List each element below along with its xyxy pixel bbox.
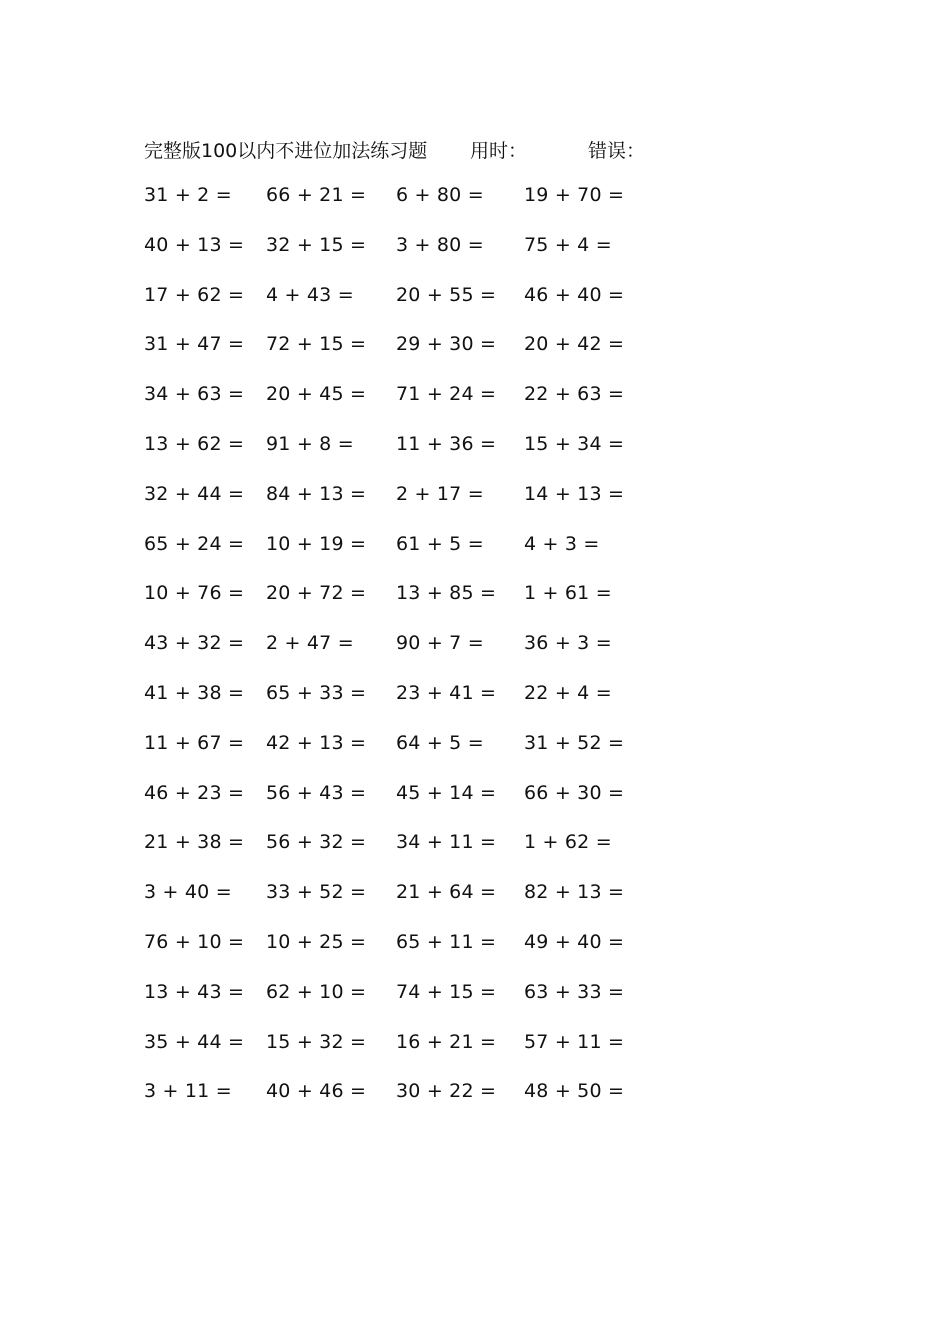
- problem-item: 65 + 33 =: [266, 681, 367, 704]
- problem-item: 43 + 32 =: [144, 632, 245, 655]
- problem-item: 65 + 11 =: [396, 930, 497, 953]
- problem-item: 16 + 21 =: [396, 1030, 497, 1053]
- problem-item: 11 + 36 =: [396, 432, 497, 455]
- problem-item: 46 + 40 =: [524, 283, 625, 306]
- problem-row: [0, 782, 950, 832]
- problem-item: 17 + 62 =: [144, 283, 245, 306]
- problem-item: 30 + 22 =: [396, 1080, 497, 1103]
- problem-item: 61 + 5 =: [396, 532, 484, 555]
- problem-item: 19 + 70 =: [524, 184, 625, 206]
- problem-row: [0, 881, 950, 931]
- problem-row: [0, 732, 950, 782]
- problem-item: 22 + 63 =: [524, 383, 625, 406]
- worksheet-header: [0, 136, 950, 166]
- problem-item: 40 + 46 =: [266, 1080, 367, 1103]
- problem-item: 66 + 21 =: [266, 184, 367, 206]
- problem-grid: [0, 184, 950, 1130]
- problem-item: 20 + 45 =: [266, 383, 367, 406]
- problem-item: 6 + 80 =: [396, 184, 484, 206]
- problem-item: 22 + 4 =: [524, 681, 612, 704]
- problem-item: 35 + 44 =: [144, 1030, 245, 1053]
- problem-row: [0, 682, 950, 732]
- problem-item: 34 + 63 =: [144, 383, 245, 406]
- problem-item: 91 + 8 =: [266, 432, 354, 455]
- problem-item: 65 + 24 =: [144, 532, 245, 555]
- problem-item: 31 + 47 =: [144, 333, 245, 356]
- problem-item: 64 + 5 =: [396, 731, 484, 754]
- problem-item: 13 + 43 =: [144, 980, 245, 1003]
- problem-item: 20 + 72 =: [266, 582, 367, 605]
- problem-item: 84 + 13 =: [266, 482, 367, 505]
- problem-item: 31 + 52 =: [524, 731, 625, 754]
- problem-row: [0, 383, 950, 433]
- problem-row: [0, 533, 950, 583]
- errors-label: 错误：: [588, 140, 646, 162]
- problem-item: 1 + 61 =: [524, 582, 612, 605]
- problem-row: [0, 1031, 950, 1081]
- problem-item: 20 + 55 =: [396, 283, 497, 306]
- problem-row: [0, 582, 950, 632]
- problem-item: 10 + 25 =: [266, 930, 367, 953]
- problem-item: 90 + 7 =: [396, 632, 484, 655]
- problem-item: 29 + 30 =: [396, 333, 497, 356]
- problem-row: [0, 433, 950, 483]
- time-label: 用时：: [470, 140, 528, 162]
- problem-item: 21 + 38 =: [144, 831, 245, 854]
- problem-row: [0, 234, 950, 284]
- problem-item: 15 + 32 =: [266, 1030, 367, 1053]
- problem-item: 3 + 11 =: [144, 1080, 232, 1103]
- problem-item: 66 + 30 =: [524, 781, 625, 804]
- problem-item: 3 + 40 =: [144, 881, 232, 904]
- problem-item: 82 + 13 =: [524, 881, 625, 904]
- problem-row: [0, 831, 950, 881]
- problem-item: 20 + 42 =: [524, 333, 625, 356]
- problem-row: [0, 1080, 950, 1130]
- problem-item: 74 + 15 =: [396, 980, 497, 1003]
- problem-item: 1 + 62 =: [524, 831, 612, 854]
- problem-item: 21 + 64 =: [396, 881, 497, 904]
- problem-row: [0, 931, 950, 981]
- problem-row: [0, 632, 950, 682]
- problem-item: 23 + 41 =: [396, 681, 497, 704]
- problem-item: 57 + 11 =: [524, 1030, 625, 1053]
- problem-item: 63 + 33 =: [524, 980, 625, 1003]
- problem-row: [0, 981, 950, 1031]
- problem-item: 40 + 13 =: [144, 233, 245, 256]
- problem-row: [0, 483, 950, 533]
- problem-item: 31 + 2 =: [144, 184, 232, 206]
- problem-item: 4 + 3 =: [524, 532, 600, 555]
- problem-item: 2 + 17 =: [396, 482, 484, 505]
- problem-item: 36 + 3 =: [524, 632, 612, 655]
- problem-item: 32 + 44 =: [144, 482, 245, 505]
- problem-item: 72 + 15 =: [266, 333, 367, 356]
- problem-item: 56 + 43 =: [266, 781, 367, 804]
- problem-item: 34 + 11 =: [396, 831, 497, 854]
- problem-item: 15 + 34 =: [524, 432, 625, 455]
- problem-item: 76 + 10 =: [144, 930, 245, 953]
- problem-row: [0, 284, 950, 334]
- problem-item: 13 + 62 =: [144, 432, 245, 455]
- problem-item: 3 + 80 =: [396, 233, 484, 256]
- problem-row: [0, 333, 950, 383]
- problem-item: 4 + 43 =: [266, 283, 354, 306]
- problem-item: 10 + 76 =: [144, 582, 245, 605]
- worksheet-title: 完整版100以内不进位加法练习题: [144, 140, 428, 162]
- problem-item: 42 + 13 =: [266, 731, 367, 754]
- problem-item: 32 + 15 =: [266, 233, 367, 256]
- problem-item: 71 + 24 =: [396, 383, 497, 406]
- problem-item: 49 + 40 =: [524, 930, 625, 953]
- problem-item: 33 + 52 =: [266, 881, 367, 904]
- problem-item: 75 + 4 =: [524, 233, 612, 256]
- problem-item: 56 + 32 =: [266, 831, 367, 854]
- problem-item: 14 + 13 =: [524, 482, 625, 505]
- problem-item: 11 + 67 =: [144, 731, 245, 754]
- problem-item: 2 + 47 =: [266, 632, 354, 655]
- problem-item: 46 + 23 =: [144, 781, 245, 804]
- problem-item: 10 + 19 =: [266, 532, 367, 555]
- problem-row: [0, 184, 950, 234]
- problem-item: 48 + 50 =: [524, 1080, 625, 1103]
- problem-item: 41 + 38 =: [144, 681, 245, 704]
- problem-item: 13 + 85 =: [396, 582, 497, 605]
- problem-item: 45 + 14 =: [396, 781, 497, 804]
- problem-item: 62 + 10 =: [266, 980, 367, 1003]
